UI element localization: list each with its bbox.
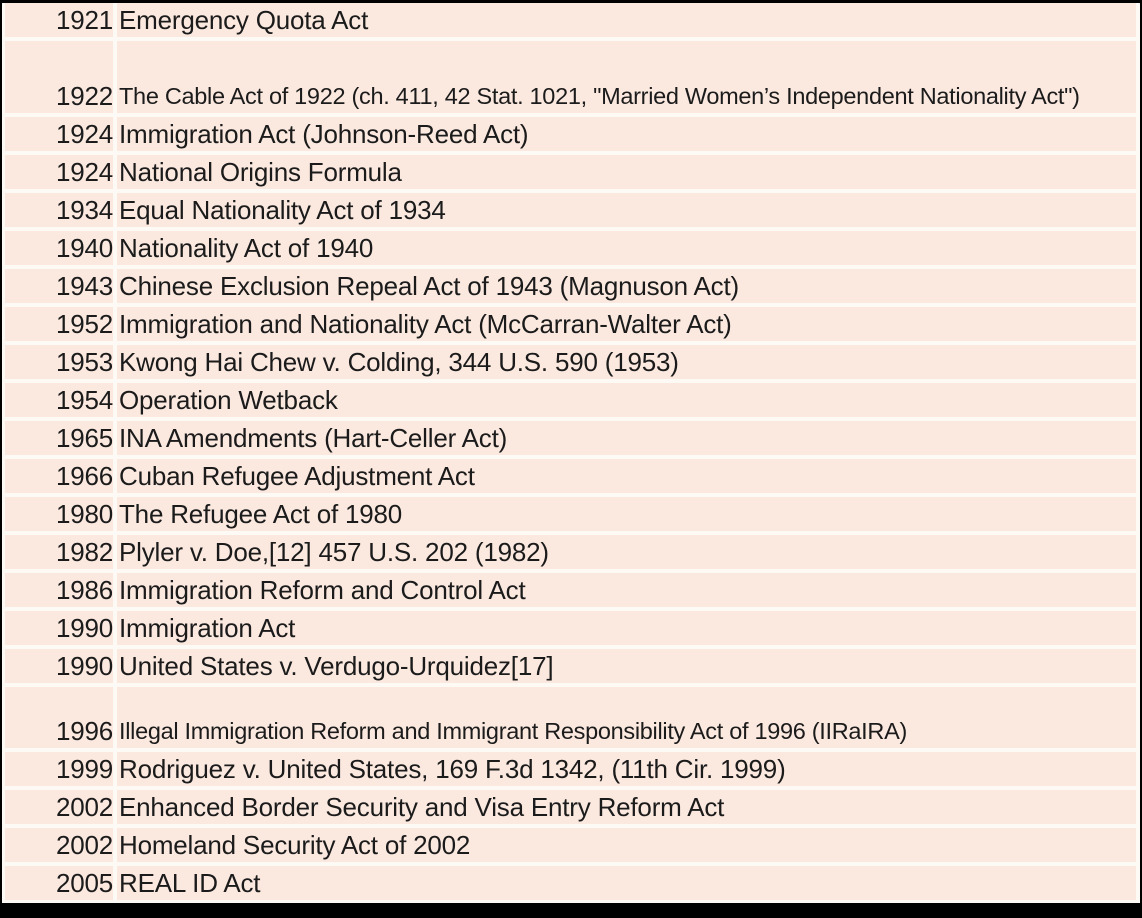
event-cell: The Refugee Act of 1980 xyxy=(117,497,1136,531)
year-cell: 1940 xyxy=(5,231,113,265)
year-cell: 1934 xyxy=(5,193,113,227)
event-cell: INA Amendments (Hart-Celler Act) xyxy=(117,421,1136,455)
table-row xyxy=(5,828,1136,862)
year-cell: 1980 xyxy=(5,497,113,531)
table-row xyxy=(5,687,1136,748)
event-cell: Immigration Act (Johnson-Reed Act) xyxy=(117,117,1136,151)
table-row xyxy=(5,497,1136,531)
event-cell: Immigration and Nationality Act (McCarran-Walter Act) xyxy=(117,307,1136,341)
year-cell: 1921 xyxy=(5,3,113,37)
event-cell: Operation Wetback xyxy=(117,383,1136,417)
event-cell: Nationality Act of 1940 xyxy=(117,231,1136,265)
year-cell: 1924 xyxy=(5,155,113,189)
table-row xyxy=(5,307,1136,341)
table-row xyxy=(5,155,1136,189)
table-row xyxy=(5,383,1136,417)
table-row xyxy=(5,649,1136,683)
year-cell: 1966 xyxy=(5,459,113,493)
table-row xyxy=(5,790,1136,824)
table-row xyxy=(5,3,1136,37)
event-cell: Rodriguez v. United States, 169 F.3d 1342, (11th Cir. 1999) xyxy=(117,752,1136,786)
event-cell: Enhanced Border Security and Visa Entry Reform Act xyxy=(117,790,1136,824)
table-row xyxy=(5,752,1136,786)
year-cell: 1952 xyxy=(5,307,113,341)
table-row xyxy=(5,117,1136,151)
year-cell: 2005 xyxy=(5,866,113,900)
year-cell: 1922 xyxy=(5,41,113,113)
table-row xyxy=(5,535,1136,569)
event-cell: Emergency Quota Act xyxy=(117,3,1136,37)
year-cell: 1924 xyxy=(5,117,113,151)
year-cell: 2002 xyxy=(5,790,113,824)
event-cell: Equal Nationality Act of 1934 xyxy=(117,193,1136,227)
event-cell: Cuban Refugee Adjustment Act xyxy=(117,459,1136,493)
event-cell: Chinese Exclusion Repeal Act of 1943 (Magnuson Act) xyxy=(117,269,1136,303)
event-cell: Kwong Hai Chew v. Colding, 344 U.S. 590 (1953) xyxy=(117,345,1136,379)
year-cell: 1990 xyxy=(5,649,113,683)
year-cell: 1999 xyxy=(5,752,113,786)
table-row xyxy=(5,345,1136,379)
event-cell: Plyler v. Doe,[12] 457 U.S. 202 (1982) xyxy=(117,535,1136,569)
event-cell: The Cable Act of 1922 (ch. 411, 42 Stat. 1021, "Married Women’s Independent Nationality Act") xyxy=(117,41,1136,113)
event-cell: Immigration Act xyxy=(117,611,1136,645)
table-row xyxy=(5,866,1136,900)
year-cell: 1986 xyxy=(5,573,113,607)
table-row xyxy=(5,421,1136,455)
event-cell: REAL ID Act xyxy=(117,866,1136,900)
table-row xyxy=(5,611,1136,645)
table-row xyxy=(5,41,1136,113)
year-cell: 1943 xyxy=(5,269,113,303)
table-row xyxy=(5,269,1136,303)
table-row xyxy=(5,193,1136,227)
year-cell: 2002 xyxy=(5,828,113,862)
year-cell: 1965 xyxy=(5,421,113,455)
event-cell: National Origins Formula xyxy=(117,155,1136,189)
year-cell: 1953 xyxy=(5,345,113,379)
year-cell: 1990 xyxy=(5,611,113,645)
table-row xyxy=(5,231,1136,265)
year-cell: 1954 xyxy=(5,383,113,417)
table-row xyxy=(5,459,1136,493)
table-row xyxy=(5,573,1136,607)
event-cell: United States v. Verdugo-Urquidez[17] xyxy=(117,649,1136,683)
event-cell: Illegal Immigration Reform and Immigrant Responsibility Act of 1996 (IIRaIRA) xyxy=(117,687,1136,748)
year-cell: 1996 xyxy=(5,687,113,748)
event-cell: Immigration Reform and Control Act xyxy=(117,573,1136,607)
timeline-table xyxy=(2,3,1140,903)
year-cell: 1982 xyxy=(5,535,113,569)
event-cell: Homeland Security Act of 2002 xyxy=(117,828,1136,862)
